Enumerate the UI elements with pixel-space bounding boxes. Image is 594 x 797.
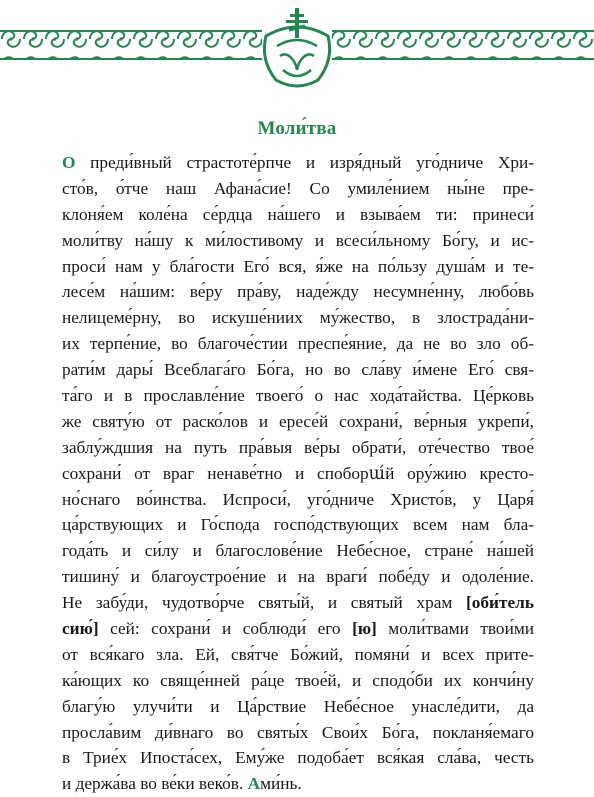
- text-line: О преди́вный страстоте́рпче и изря́дный уго́дниче Хри-: [62, 153, 534, 172]
- text-line: лесе́м на́шим: ве́ру пра́ву, наде́жду несумне́нну, любо́вь: [62, 282, 534, 302]
- left-ornament: [0, 30, 262, 60]
- text-line: проси́ нам у бла́гости Его́ вся, я́же на по́льзу душа́м и те-: [62, 256, 534, 276]
- text-line: нелицеме́рну, во искуше́ниих му́жество, в злострада́ни-: [62, 308, 534, 328]
- text-line: их терпе́ние, во благоче́стии преспе́яние, да не во зло об-: [62, 334, 534, 354]
- text-line: просла́вим ди́внаго во святы́х Свои́х Бо́га, покланя́емаго: [62, 722, 534, 742]
- text-line: клоня́ем коле́на се́рдца на́шего и взыва́ем ти: принеси́: [62, 204, 534, 224]
- drop-initial: О: [62, 153, 76, 172]
- orthodox-cross-icon: [264, 8, 329, 86]
- text-line: ца́рствующих и Го́спода госпо́дствующих всем нам бла-: [62, 515, 534, 535]
- text-line: сохрани́ от враг ненаве́тно и споборա́й ору́жию кресто-: [62, 463, 534, 483]
- top-ornament-band: [0, 0, 594, 95]
- text-line: заблу́ждшия на путь пра́выя ве́ры обрати́, оте́чество твое́: [62, 437, 534, 457]
- text-line: рати́м дары́ Всеблага́го Бо́га, но во сла́ву и́мене Его́ свя-: [62, 360, 534, 380]
- amen-initial: А: [247, 774, 261, 794]
- prayer-title: Моли́тва: [257, 118, 337, 139]
- text-line: года́ть и си́лу и благослове́ние Небе́сное, стране́ на́шей: [62, 541, 534, 561]
- text-line: Не забу́ди, чудотво́рче святы́й, и святый храм [оби́тель: [62, 593, 534, 613]
- text-line: благу́ю улучи́ти и Ца́рствие Небе́сное унасле́дити, да: [62, 696, 534, 716]
- text-line: сто́в, о́тче наш Афана́сие! Со умиле́нием ны́не пре-: [62, 178, 534, 198]
- bold-insert: [оби́тель: [466, 593, 534, 613]
- text-line: от вся́каго зла. Ей, свя́тче Бо́жий, помяни́ и всех прите-: [62, 644, 534, 664]
- text-line: та́го и в прославле́ние твоего́ о нас хода́тайства. Це́рковь: [62, 386, 534, 406]
- text-line: моли́тву на́шу к ми́лостивому и всеси́льному Бо́гу, и ис-: [62, 230, 534, 250]
- text-line: ка́ющих ко свяще́нней ра́це твое́й, и сподо́би их кончи́ну: [62, 670, 534, 690]
- text-line: тишину́ и благоустрое́ние и на враги́ побе́ду и одоле́ние.: [62, 567, 534, 587]
- prayer-text: [62, 150, 534, 797]
- text-line: сию́] сей: сохрани́ и соблюди́ его [ю] моли́твами твои́ми: [62, 619, 535, 639]
- bold-insert: [ю]: [352, 619, 377, 639]
- right-ornament: [332, 30, 594, 60]
- bold-insert: сию́]: [62, 619, 99, 639]
- text-line: и держа́ва во ве́ки веко́в. Ами́нь.: [62, 774, 302, 794]
- text-line: но́снаго во́инства. Испроси́, уго́дниче Христо́в, у Царя́: [62, 489, 534, 509]
- text-line: же святу́ю от раско́лов и ересе́й сохрани́, ве́рныя укрепи́,: [62, 411, 534, 431]
- text-line: в Трие́х Ипоста́сех, Ему́же подоба́ет вся́кая сла́ва, честь: [62, 748, 534, 768]
